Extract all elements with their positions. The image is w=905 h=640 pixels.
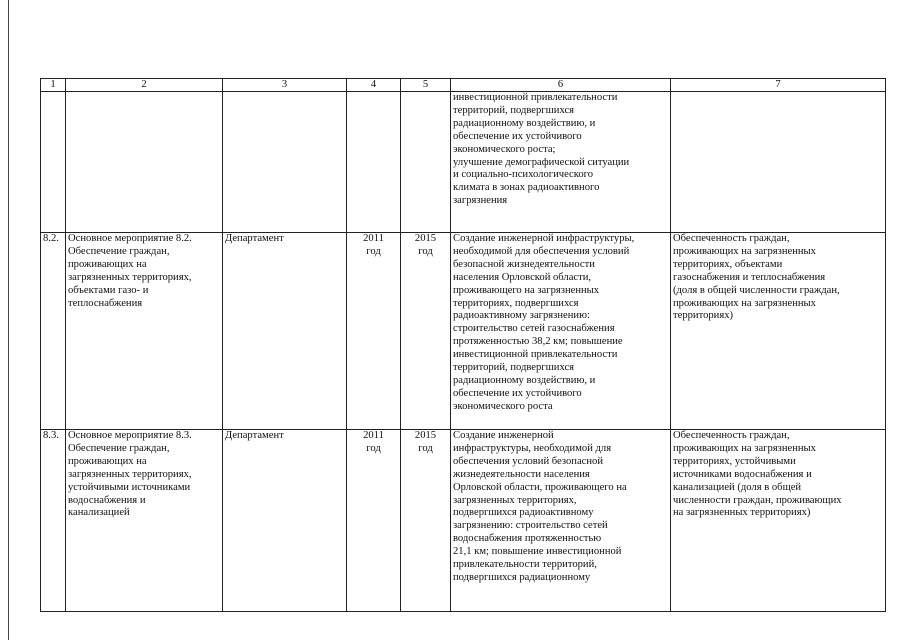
- measure-number: 8.3.: [41, 430, 66, 612]
- target-indicator: [671, 92, 886, 233]
- table-row: [41, 92, 886, 233]
- start-year: 2011 год: [347, 430, 401, 612]
- column-header: 5: [401, 79, 451, 92]
- end-year: 2015 год: [401, 430, 451, 612]
- measure-name: [66, 92, 223, 233]
- executor-cell: Департамент: [223, 430, 347, 612]
- column-number-row: [41, 79, 886, 92]
- column-header: 6: [451, 79, 671, 92]
- measure-number: [41, 92, 66, 233]
- executor-cell: [223, 92, 347, 233]
- target-indicator: Обеспеченность граждан, проживающих на загрязненных территориях, устойчивыми источниками водоснабжения и канализацией (доля в общей численности граждан, проживающих на загрязненных территориях): [671, 430, 886, 612]
- executor-cell: Департамент: [223, 233, 347, 430]
- column-header: 3: [223, 79, 347, 92]
- column-header: 4: [347, 79, 401, 92]
- column-header: 7: [671, 79, 886, 92]
- expected-result: Создание инженерной инфраструктуры, необходимой для обеспечения условий безопасной жизнедеятельности населения Орловской области, проживающего на загрязненных территориях, подвергшихся радиоактивному загрязнению: строительство сетей газоснабжения протяженностью 38,2 км; повышение инвестиционной привлекательности территорий, подвергшихся радиационному воздействию, и обеспечение их устойчивого экономического роста: [451, 233, 671, 430]
- column-header: 2: [66, 79, 223, 92]
- measures-table: [40, 78, 886, 612]
- target-indicator: Обеспеченность граждан, проживающих на загрязненных территориях, объектами газоснабжения и теплоснабжения (доля в общей численности граждан, проживающих на загрязненных территориях): [671, 233, 886, 430]
- page-margin-line: [8, 0, 9, 640]
- column-header: 1: [41, 79, 66, 92]
- measure-number: 8.2.: [41, 233, 66, 430]
- table-row: [41, 233, 886, 430]
- expected-result: Создание инженерной инфраструктуры, необходимой для обеспечения условий безопасной жизнедеятельности населения Орловской области, проживающего на загрязненных территориях, подвергшихся радиоактивному загрязнению: строительство сетей водоснабжения протяженностью 21,1 км; повышение инвестиционной привлекательности территорий, подвергшихся радиационному: [451, 430, 671, 612]
- table-row: [41, 430, 886, 612]
- measure-name: Основное мероприятие 8.2. Обеспечение граждан, проживающих на загрязненных территориях, объектами газо- и теплоснабжения: [66, 233, 223, 430]
- expected-result: инвестиционной привлекательности территорий, подвергшихся радиационному воздействию, и обеспечение их устойчивого экономического роста; улучшение демографической ситуации и социально-психологического климата в зонах радиоактивного загрязнения: [451, 92, 671, 233]
- measure-name: Основное мероприятие 8.3. Обеспечение граждан, проживающих на загрязненных территориях, устойчивыми источниками водоснабжения и канализацией: [66, 430, 223, 612]
- start-year: 2011 год: [347, 233, 401, 430]
- end-year: 2015 год: [401, 233, 451, 430]
- start-year: [347, 92, 401, 233]
- end-year: [401, 92, 451, 233]
